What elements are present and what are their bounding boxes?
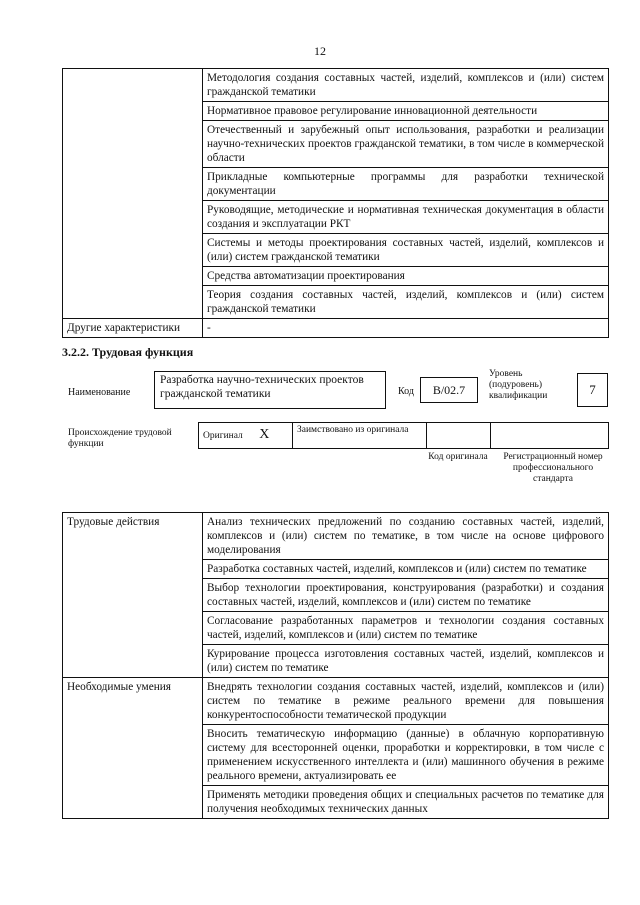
original-label: Оригинал — [203, 431, 243, 441]
action-item: Курирование процесса изготовления составных частей, изделий, комплексов и (или) систем по тематике — [203, 645, 609, 678]
knowledge-item: Методология создания составных частей, изделий, комплексов и (или) систем гражданской тематики — [203, 69, 609, 102]
level-label: Уровень (подуровень) квалификации — [489, 369, 548, 401]
code-original-caption: Код оригинала — [428, 452, 488, 462]
page-number: 12 — [314, 44, 326, 58]
origin-label: Происхождение трудовой функции — [68, 428, 172, 449]
action-item: Анализ технических предложений по созданию составных частей, изделий, комплексов и (или) систем по тематике, в том числе на основе цифрового моделирования — [203, 513, 609, 560]
labor-function-table — [62, 512, 609, 819]
table-row — [199, 423, 609, 449]
origin-table — [198, 422, 609, 449]
name-label: Наименование — [68, 387, 131, 398]
function-name-box: Разработка научно-технических проектов гражданской тематики — [154, 371, 386, 409]
table-row — [63, 678, 609, 725]
knowledge-item: Отечественный и зарубежный опыт использования, разработки и реализации научно-технических проектов гражданской тематики, в том числе в коммерческой области — [203, 121, 609, 168]
table-row — [63, 69, 609, 102]
knowledge-item: Прикладные компьютерные программы для разработки технической документации — [203, 168, 609, 201]
level-value-box: 7 — [577, 373, 608, 407]
knowledge-item: Нормативное правовое регулирование инновационной деятельности — [203, 102, 609, 121]
skill-item: Применять методики проведения общих и специальных расчетов по тематике для получения необходимых технических данных — [203, 786, 609, 819]
section-title: 3.2.2. Трудовая функция — [62, 345, 194, 359]
origin-reg-cell — [491, 423, 609, 449]
skills-label: Необходимые умения — [63, 678, 203, 819]
action-item: Согласование разработанных параметров и технологии создания составных частей, изделий, комплексов и (или) систем по тематике — [203, 612, 609, 645]
knowledge-item: Теория создания составных частей, изделий, комплексов и (или) систем гражданской тематики — [203, 286, 609, 319]
reg-number-caption: Регистрационный номер профессионального стандарта — [503, 452, 603, 484]
knowledge-label-cell — [63, 69, 203, 319]
original-mark: X — [259, 427, 270, 442]
actions-label: Трудовые действия — [63, 513, 203, 678]
origin-code-cell — [427, 423, 491, 449]
original-cell — [199, 423, 293, 449]
table-row — [63, 513, 609, 560]
skill-item: Вносить тематическую информацию (данные) в облачную корпоративную систему для всесторонней оценки, проработки и корректировки, в том числе с применением искусственного интеллекта и (или) машинного обучения в режиме реального времени, актуализировать ее — [203, 725, 609, 786]
other-label: Другие характеристики — [63, 319, 203, 338]
borrowed-label: Заимствовано из оригинала — [293, 423, 427, 449]
knowledge-item: Средства автоматизации проектирования — [203, 267, 609, 286]
knowledge-item: Руководящие, методические и нормативная техническая документация в области создания и эксплуатации РКТ — [203, 201, 609, 234]
action-item: Разработка составных частей, изделий, комплексов и (или) систем по тематике — [203, 560, 609, 579]
action-item: Выбор технологии проектирования, конструирования (разработки) и создания составных частей, изделий, комплексов и (или) систем по тематике — [203, 579, 609, 612]
table-row — [63, 319, 609, 338]
code-label: Код — [398, 386, 414, 397]
knowledge-table — [62, 68, 609, 338]
other-value: - — [203, 319, 609, 338]
code-value-box: B/02.7 — [420, 377, 478, 403]
skill-item: Внедрять технологии создания составных частей, изделий, комплексов и (или) систем по тематике в режиме реального времени для повышения конкурентоспособности тематической продукции — [203, 678, 609, 725]
knowledge-item: Системы и методы проектирования составных частей, изделий, комплексов и (или) систем гражданской тематики — [203, 234, 609, 267]
